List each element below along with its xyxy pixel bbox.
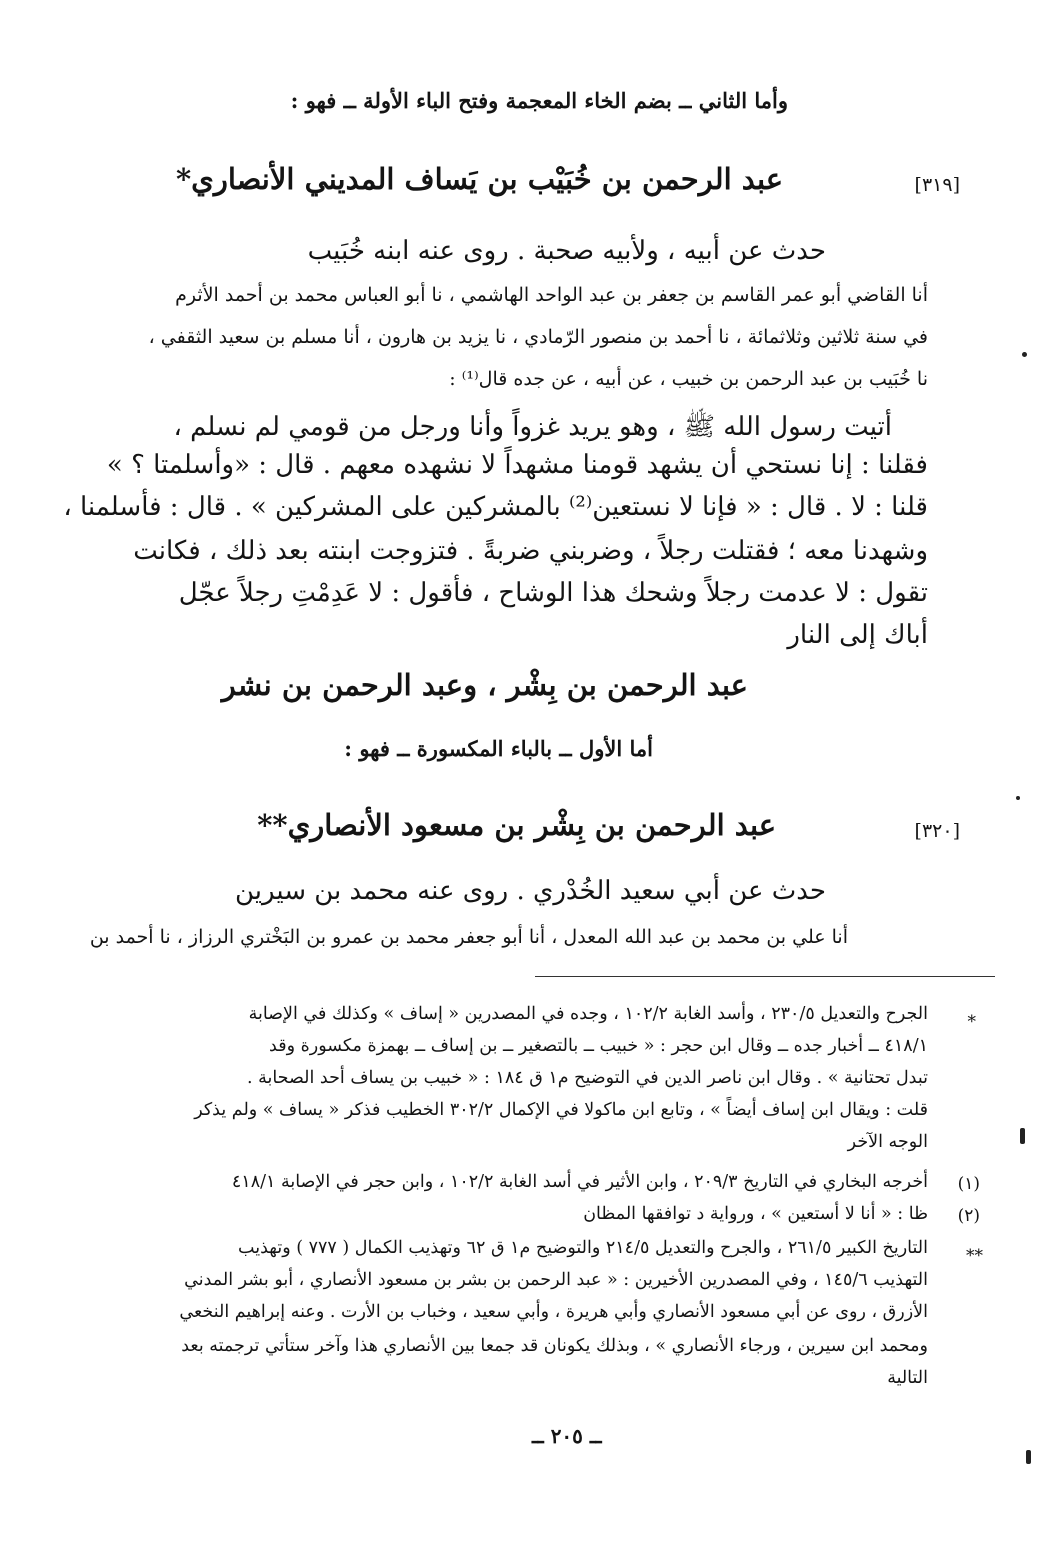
footnote-mark: **	[966, 1246, 983, 1266]
hadith-line: تقول : لا عدمت رجلاً وشحك هذا الوشاح ، فأقول : لا عَدِمْتِ رجلاً عجّل	[178, 578, 928, 608]
entry-number: [٣١٩]	[914, 174, 960, 196]
footnote-mark: *	[967, 1012, 976, 1032]
section-title: عبد الرحمن بن بِشْر ، وعبد الرحمن بن نشر	[221, 668, 748, 702]
entry-number: [٣٢٠]	[914, 820, 960, 842]
footnote-line: ومحمد ابن سيرين ، ورجاء الأنصاري » ، وبذلك يكونان قد جمعا بين الأنصاري هذا وآخر ستأتي ترجمته بعد	[181, 1336, 928, 1356]
top-line: وأما الثاني ــ بضم الخاء المعجمة وفتح الباء الأولة ــ فهو :	[290, 88, 788, 113]
page-number: ــ ٢٠٥ ــ	[532, 1424, 602, 1448]
scan-speck	[1016, 796, 1020, 800]
footnote-separator	[535, 976, 995, 977]
footnote-line: ظا : « أنا لا أستعين » ، ورواية د توافقها المظان	[583, 1204, 928, 1224]
hadith-line: فقلنا : إنا نستحي أن يشهد قومنا مشهداً لا نشهده معهم . قال : «وأسلمتا ؟ »	[106, 450, 928, 480]
footnote-mark: (٢)	[957, 1206, 980, 1226]
footnote-line: التالية	[887, 1368, 928, 1388]
isnad-line: أنا علي بن محمد بن عبد الله المعدل ، أنا أبو جعفر محمد بن عمرو بن البَخْتري الرزاز ، نا أحمد بن	[89, 926, 848, 948]
entry-intro: حدث عن أبي سعيد الخُدْري . روى عنه محمد بن سيرين	[234, 876, 826, 906]
scan-speck	[1026, 1450, 1031, 1464]
footnote-line: قلت : ويقال ابن إساف أيضاً » ، وتابع ابن ماكولا في الإكمال ٣٠٢/٢ الخطيب فذكر « يساف » ولم يذكر	[194, 1100, 928, 1120]
scan-speck	[1022, 352, 1027, 357]
isnad-line: أنا القاضي أبو عمر القاسم بن جعفر بن عبد الواحد الهاشمي ، نا أبو العباس محمد بن أحمد الأثرم	[175, 284, 928, 306]
footnote-line: الجرح والتعديل ٢٣٠/٥ ، وأسد الغابة ١٠٢/٢ ، وجده في المصدرين « إساف » وكذلك في الإصابة	[248, 1004, 928, 1024]
footnote-line: الوجه الآخر	[847, 1132, 928, 1152]
footnote-line: ٤١٨/١ ــ أخبار جده ــ وقال ابن حجر : « خبيب ــ بالتصغير ــ بن إساف ــ بهمزة مكسورة وقد	[269, 1036, 928, 1056]
section-subtitle: أما الأول ــ بالباء المكسورة ــ فهو :	[344, 736, 653, 761]
entry-title: عبد الرحمن بن بِشْر بن مسعود الأنصاري**	[257, 808, 776, 842]
entry-intro: حدث عن أبيه ، ولأبيه صحبة . روى عنه ابنه خُبَيب	[307, 236, 826, 266]
footnote-line: التهذيب ١٤٥/٦ ، وفي المصدرين الأخيرين : « عبد الرحمن بن بشر بن مسعود الأنصاري ، أبو بشر المدني	[184, 1270, 928, 1290]
isnad-line: في سنة ثلاثين وثلاثمائة ، نا أحمد بن منصور الرّمادي ، نا يزيد بن هارون ، أنا مسلم بن سعيد الثقفي ،	[148, 326, 928, 348]
footnote-line: التاريخ الكبير ٢٦١/٥ ، والجرح والتعديل ٢١٤/٥ والتوضيح م١ ق ٦٢ وتهذيب الكمال ( ٧٧٧ ) وتهذيب	[238, 1238, 928, 1258]
footnote-mark: (١)	[957, 1174, 980, 1194]
hadith-line: وشهدنا معه ؛ فقتلت رجلاً ، وضربني ضربةً . فتزوجت ابنته بعد ذلك ، فكانت	[133, 536, 928, 566]
footnote-line: تبدل تحتانية » . وقال ابن ناصر الدين في التوضيح م١ ق ١٨٤ : « خبيب بن يساف أحد الصحابة .	[246, 1068, 928, 1088]
hadith-line: أباك إلى النار	[787, 620, 928, 650]
scan-speck	[1020, 1128, 1025, 1144]
entry-title: عبد الرحمن بن خُبَيْب بن يَساف المديني الأنصاري*	[175, 162, 783, 196]
isnad-line: نا خُبَيب بن عبد الرحمن بن خبيب ، عن أبيه ، عن جده قال⁽¹⁾ :	[449, 368, 928, 390]
footnote-line: الأزرق ، روى عن أبي مسعود الأنصاري وأبي هريرة ، وأبي سعيد ، وخباب بن الأرت . وعنه إبراهيم النخعي	[179, 1302, 928, 1322]
hadith-line: قلنا : لا . قال : « فإنا لا نستعين⁽²⁾ بالمشركين على المشركين » . قال : فأسلمنا ،	[63, 492, 928, 522]
footnote-line: أخرجه البخاري في التاريخ ٢٠٩/٣ ، وابن الأثير في أسد الغابة ١٠٢/٢ ، وابن حجر في الإصابة ٤١٨/١	[231, 1172, 928, 1192]
hadith-line: أتيت رسول الله ﷺ ، وهو يريد غزواً وأنا ورجل من قومي لم نسلم ،	[173, 412, 892, 442]
